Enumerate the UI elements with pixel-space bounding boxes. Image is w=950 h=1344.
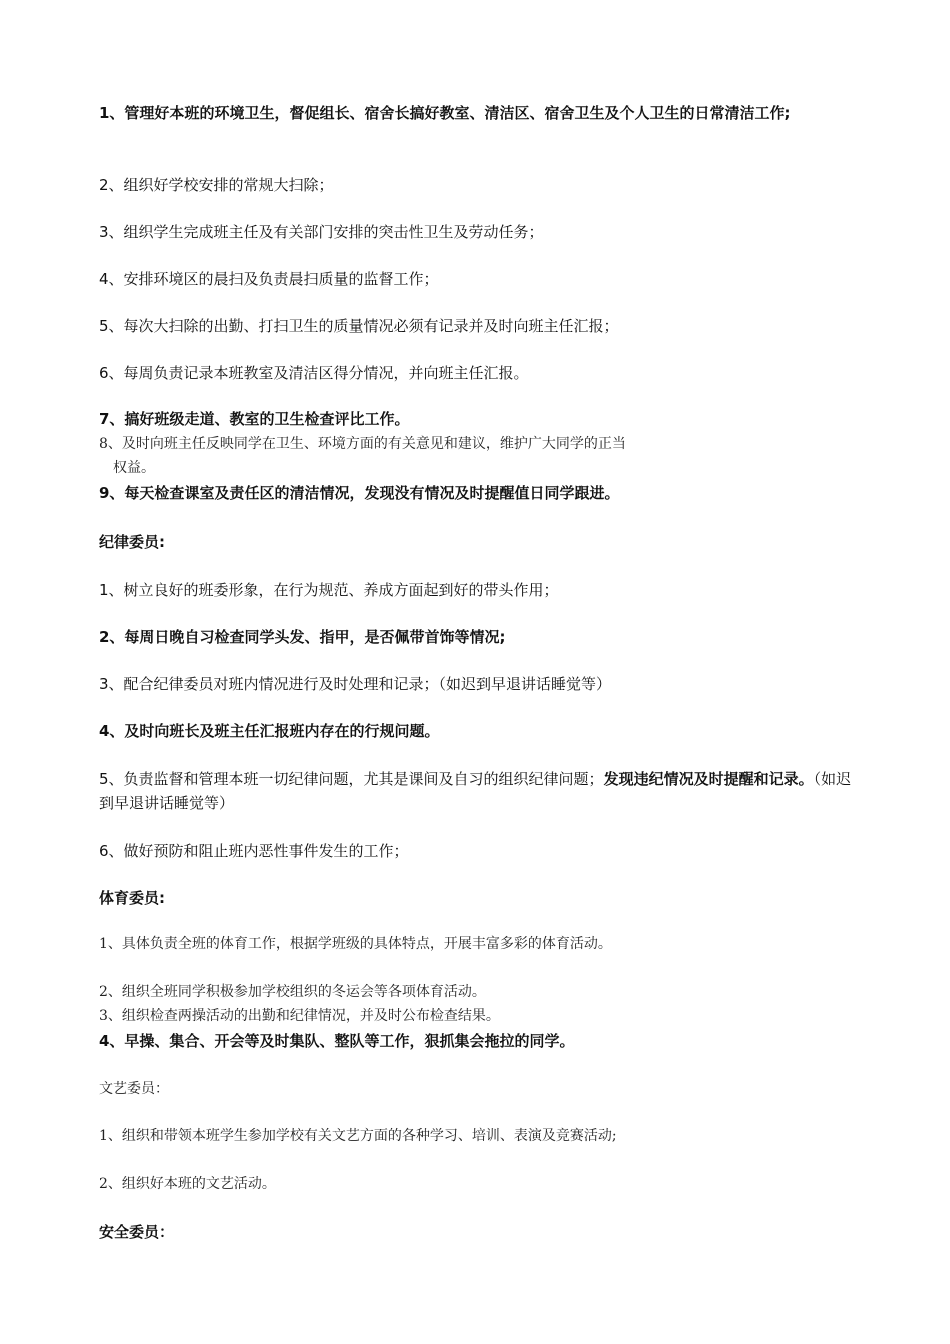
discipline-item-3: 3、配合纪律委员对班内情况进行及时处理和记录；（如迟到早退讲话睡觉等） xyxy=(99,675,612,693)
hygiene-item-2: 2、组织好学校安排的常规大扫除； xyxy=(99,176,334,194)
hygiene-item-9: 9、每天检查课室及责任区的清洁情况，发现没有情况及时提醒值日同学跟进。 xyxy=(99,484,620,502)
sports-item-3: 3、组织检查两操活动的出勤和纪律情况，并及时公布检查结果。 xyxy=(99,1008,500,1024)
sports-item-2: 2、组织全班同学积极参加学校组织的冬运会等各项体育活动。 xyxy=(99,984,486,1000)
hygiene-item-7: 7、搞好班级走道、教室的卫生检查评比工作。 xyxy=(99,410,410,428)
hygiene-item-5: 5、每次大扫除的出勤、打扫卫生的质量情况必须有记录并及时向班主任汇报； xyxy=(99,317,619,335)
hygiene-item-3: 3、组织学生完成班主任及有关部门安排的突击性卫生及劳动任务； xyxy=(99,223,544,241)
discipline-item-6: 6、做好预防和阻止班内恶性事件发生的工作； xyxy=(99,842,409,860)
discipline-item-5 xyxy=(99,767,859,815)
discipline-heading: 纪律委员: xyxy=(99,533,165,551)
sports-heading: 体育委员: xyxy=(99,889,165,907)
discipline-item-2: 2、每周日晚自习检查同学头发、指甲，是否佩带首饰等情况; xyxy=(99,628,506,646)
sports-item-4: 4、早操、集合、开会等及时集队、整队等工作，狠抓集会拖拉的同学。 xyxy=(99,1032,575,1050)
discipline-item-5-text: 5、负责监督和管理本班一切纪律问题，尤其是课间及自习的组织纪律问题； xyxy=(99,770,604,788)
arts-item-2: 2、组织好本班的文艺活动。 xyxy=(99,1176,276,1192)
discipline-item-1: 1、树立良好的班委形象，在行为规范、养成方面起到好的带头作用； xyxy=(99,581,559,599)
hygiene-item-4: 4、安排环境区的晨扫及负责晨扫质量的监督工作； xyxy=(99,270,439,288)
hygiene-item-6: 6、每周负责记录本班教室及清洁区得分情况，并向班主任汇报。 xyxy=(99,364,529,382)
arts-item-1: 1、组织和带领本班学生参加学校有关文艺方面的各种学习、培训、表演及竞赛活动; xyxy=(99,1128,617,1144)
arts-heading: 文艺委员： xyxy=(99,1081,169,1097)
discipline-item-5-tail: （如迟到早退讲话睡觉等） xyxy=(99,770,852,812)
safety-heading: 安全委员： xyxy=(99,1223,175,1241)
hygiene-item-8-line-2: 权益。 xyxy=(113,460,155,476)
sports-item-1: 1、具体负责全班的体育工作，根据学班级的具体特点，开展丰富多彩的体育活动。 xyxy=(99,936,612,952)
hygiene-item-1: 1、管理好本班的环境卫生，督促组长、宿舍长搞好教室、清洁区、宿舍卫生及个人卫生的日常清洁工作; xyxy=(99,104,791,122)
discipline-item-5-bold: 发现违纪情况及时提醒和记录。 xyxy=(603,770,814,788)
discipline-item-4: 4、及时向班长及班主任汇报班内存在的行规问题。 xyxy=(99,722,440,740)
hygiene-item-8-line-1: 8、及时向班主任反映同学在卫生、环境方面的有关意见和建议，维护广大同学的正当 xyxy=(99,436,626,452)
